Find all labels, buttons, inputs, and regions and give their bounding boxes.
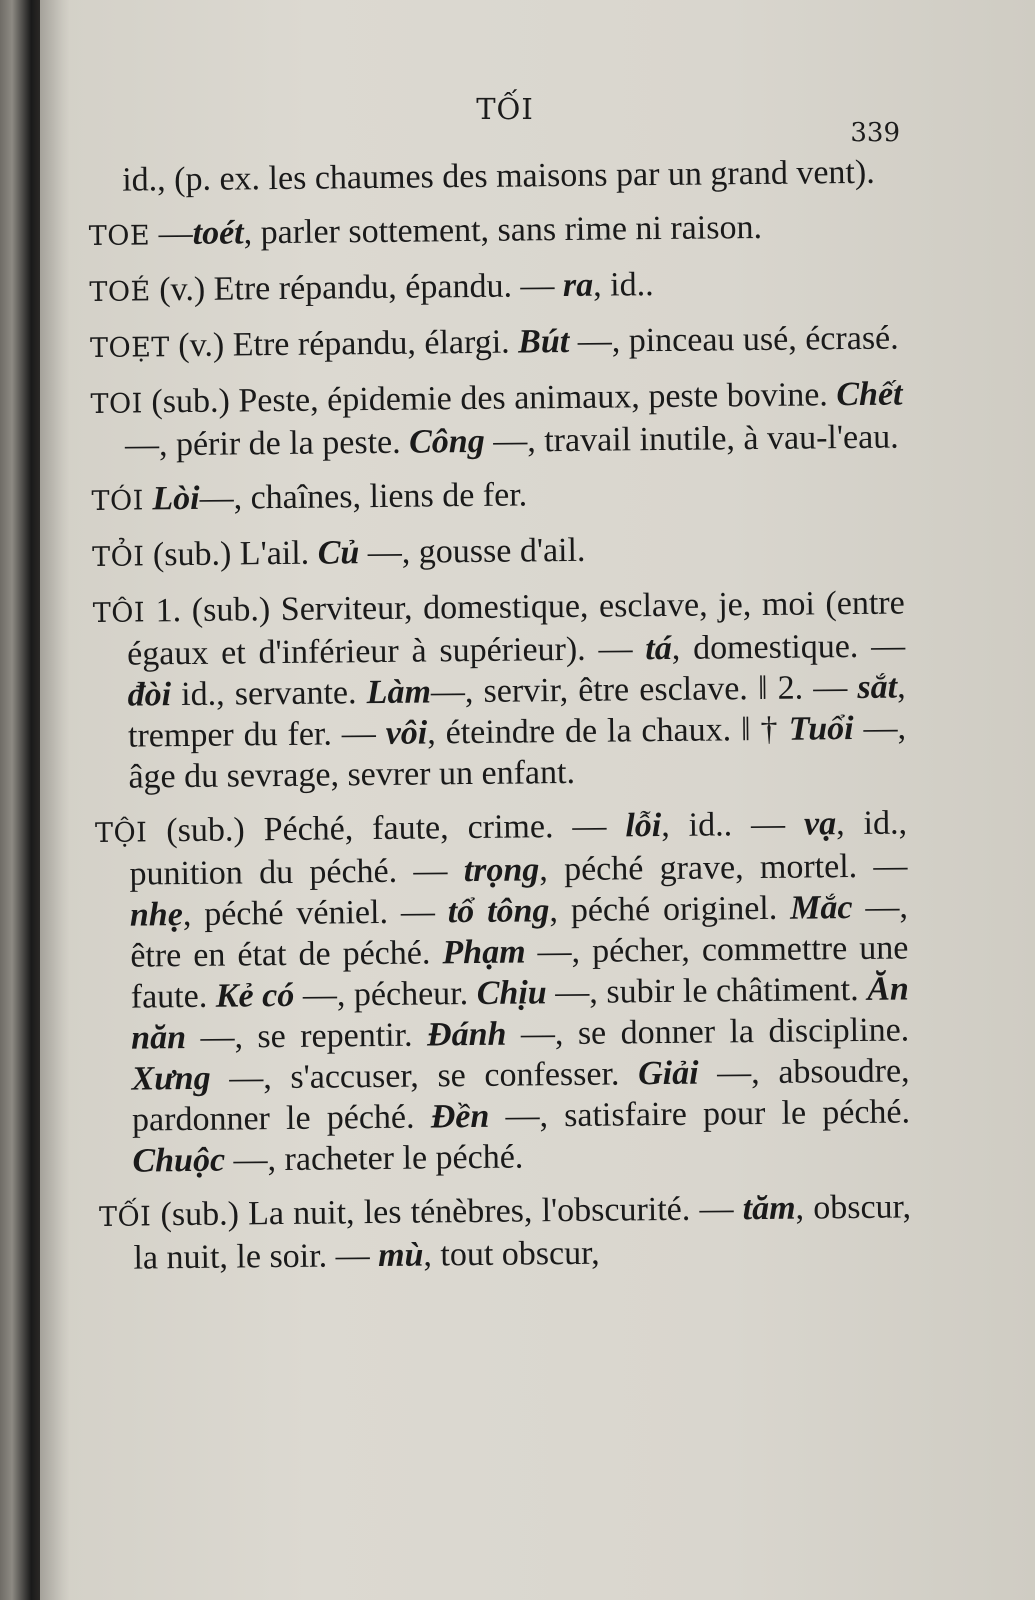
entry-example: tá: [645, 629, 672, 668]
dictionary-entry: [90, 317, 902, 369]
entry-headword: TÔI: [92, 597, 146, 629]
entry-text: , obscur, la nuit, le soir. —: [133, 1188, 912, 1277]
entry-text: —, s'accuser, se confesser.: [229, 1055, 620, 1097]
entry-example: Làm: [366, 673, 432, 712]
dictionary-entry: [99, 1186, 912, 1278]
entry-text: , id., punition du péché. —: [129, 804, 908, 893]
entry-text: —, satisfaire pour le péché.: [505, 1093, 911, 1135]
entry-text: —, servir, être esclave. ‖ 2. —: [430, 669, 848, 711]
entry-text: (sub.) L'ail.: [152, 534, 310, 574]
entry-text: —, travail inutile, à vau-l'eau.: [493, 418, 899, 460]
entry-example: Ăn năn: [131, 970, 909, 1057]
entry-headword: TOE: [88, 220, 151, 252]
entry-text: —, se donner la discipline.: [520, 1011, 910, 1053]
entry-text: , péché véniel. —: [182, 893, 436, 934]
entry-headword: TỎI: [92, 541, 145, 573]
entry-headword: TỐI: [98, 1201, 152, 1233]
entry-text: —, se repentir.: [200, 1016, 413, 1056]
entry-text: —, pécheur.: [302, 975, 469, 1014]
entry-headword: TOẸT: [89, 332, 171, 364]
entry-example: tổ tông: [447, 892, 550, 931]
entry-text: —: [158, 214, 193, 253]
entry-example: Đền: [430, 1097, 490, 1136]
dictionary-entry: [90, 373, 903, 465]
entry-example: Chuộc: [132, 1141, 226, 1180]
entry-text: , id.. —: [661, 805, 786, 845]
entry-headword: TỘI: [94, 817, 148, 849]
entry-headword: TOÉ: [89, 276, 151, 308]
entry-text: —, pécher, commettre une faute.: [130, 929, 909, 1016]
entry-example: Bút: [517, 322, 570, 361]
entry-example: toét: [192, 214, 244, 252]
entry-example: Kẻ có: [215, 976, 295, 1015]
entry-example: đòi: [127, 676, 172, 714]
entry-example: mù: [377, 1236, 424, 1275]
dictionary-entry: [89, 205, 901, 257]
entry-text: 1. (sub.) Serviteur, domestique, esclave, je, moi (entre égaux et d'inférieur à supérieur). —: [126, 584, 905, 673]
spine-shadow: [40, 0, 70, 1600]
entry-text: —, racheter le péché.: [233, 1138, 524, 1179]
entry-example: Phạm: [442, 933, 526, 972]
entry-example: vạ: [803, 805, 837, 843]
entry-text: —, chaînes, liens de fer.: [199, 476, 528, 517]
entry-text: , péché originel.: [549, 889, 778, 930]
entry-example: nhẹ: [129, 896, 184, 934]
entry-text: —, subir le châtiment.: [555, 970, 859, 1012]
entry-text: id., servante.: [181, 674, 357, 714]
entry-example: Chết: [836, 375, 903, 414]
running-title: TỐI: [476, 92, 534, 126]
dictionary-entry: [93, 582, 907, 797]
entry-example: Chịu: [476, 974, 547, 1012]
dictionary-entry: [95, 802, 911, 1181]
entry-text: (sub.) Péché, faute, crime. —: [166, 807, 607, 850]
entry-text: , domestique. —: [671, 627, 906, 667]
entry-headword: TOI: [90, 388, 144, 420]
entry-text: (v.) Etre répandu, épandu. —: [159, 267, 555, 309]
entry-example: ra: [562, 266, 594, 305]
entry-example: sắt: [857, 668, 898, 706]
entry-example: Xưng: [131, 1059, 211, 1098]
entry-example: trọng: [463, 851, 540, 890]
dictionary-entry: [91, 470, 903, 522]
entry-example: Giải: [637, 1054, 699, 1093]
dictionary-entry: [92, 526, 904, 578]
page-number: 339: [850, 118, 900, 148]
entry-example: Đánh: [426, 1015, 507, 1054]
entry-text: —, âge du sevrage, sevrer un enfant.: [128, 709, 907, 796]
entry-text: , péché grave, mortel. —: [539, 847, 908, 889]
entry-text: —, pinceau usé, écrasé.: [577, 319, 899, 360]
entry-example: Tuổi: [788, 710, 854, 748]
entry-text: —, être en état de péché.: [130, 888, 909, 975]
entry-example: tăm: [742, 1189, 796, 1228]
dictionary-entry: [88, 151, 900, 201]
entry-example: Lòi: [152, 479, 200, 518]
dictionary-body: [88, 151, 912, 1291]
dictionary-entry: [89, 261, 901, 313]
entry-example: Củ: [317, 534, 360, 572]
entry-text: , parler sottement, sans rime ni raison.: [243, 208, 763, 252]
entry-example: Công: [408, 422, 485, 461]
entry-text: —, périr de la peste.: [124, 423, 401, 464]
entry-text: —, absoudre, pardonner le péché.: [131, 1052, 910, 1139]
entry-text: , id..: [592, 266, 654, 304]
entry-example: Mắc: [789, 889, 853, 927]
entry-example: lỗi: [625, 807, 662, 845]
entry-text: (sub.) La nuit, les ténèbres, l'obscurité. —: [160, 1190, 734, 1234]
entry-text: , tout obscur,: [423, 1234, 600, 1274]
book-gutter: [0, 0, 40, 1600]
entry-text: —, gousse d'ail.: [367, 531, 586, 572]
entry-text: id., (p. ex. les chaumes des maisons par un grand vent).: [122, 153, 875, 199]
entry-headword: TÓI: [91, 485, 145, 517]
entry-text: , éteindre de la chaux. ‖ †: [427, 710, 780, 752]
entry-text: (sub.) Peste, épidemie des animaux, peste bovine.: [151, 376, 829, 421]
entry-text: (v.) Etre répandu, élargi.: [178, 323, 510, 365]
entry-text: , tremper du fer. —: [127, 668, 906, 755]
entry-example: vôi: [385, 714, 428, 752]
